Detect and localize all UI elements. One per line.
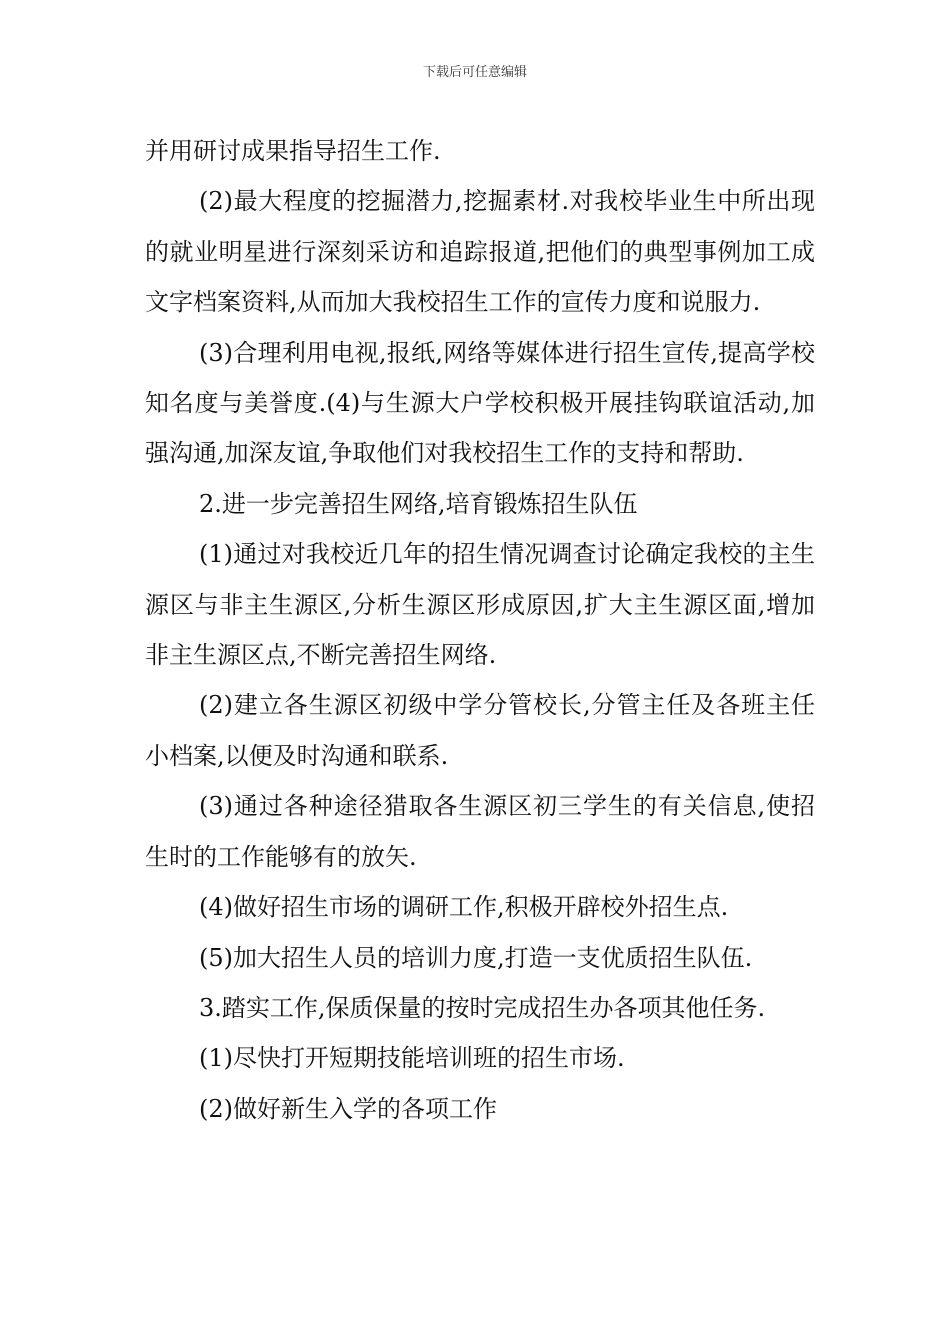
section-heading-2: 2.进一步完善招生网络,培育锻炼招生队伍 xyxy=(199,489,638,518)
paragraph-item-3b: (3)通过各种途径猎取各生源区初三学生的有关信息,使招生时的工作能够有的放矢. xyxy=(145,792,815,871)
paragraph-item-2c: (2)做好新生入学的各项工作 xyxy=(199,1094,497,1123)
paragraph-item-2: (2)最大程度的挖掘潜力,挖掘素材.对我校毕业生中所出现的就业明星进行深刻采访和追踪报道,把他们的典型事例加工成文字档案资料,从而加大我校招生工作的宣传力度和说服力. xyxy=(145,187,815,317)
paragraph-item-2b: (2)建立各生源区初级中学分管校长,分管主任及各班主任小档案,以便及时沟通和联系. xyxy=(145,691,815,770)
paragraph-item-1c: (1)尽快打开短期技能培训班的招生市场. xyxy=(199,1044,625,1073)
paragraph-item-5b: (5)加大招生人员的培训力度,打造一支优质招生队伍. xyxy=(199,943,753,972)
page-header: 下载后可任意编辑 xyxy=(422,65,527,80)
paragraph-item-4b: (4)做好招生市场的调研工作,积极开辟校外招生点. xyxy=(199,893,729,922)
paragraph-continuation: 并用研讨成果指导招生工作. xyxy=(145,137,441,165)
section-heading-3: 3.踏实工作,保质保量的按时完成招生办各项其他任务. xyxy=(199,993,766,1022)
document-body xyxy=(145,126,815,1134)
paragraph-item-1: (1)通过对我校近几年的招生情况调查讨论确定我校的主生源区与非主生源区,分析生源区形成原因,扩大主生源区面,增加非主生源区点,不断完善招生网络. xyxy=(145,540,815,670)
paragraph-item-3-4: (3)合理利用电视,报纸,网络等媒体进行招生宣传,提高学校知名度与美誉度.(4)与生源大户学校积极开展挂钩联谊活动,加强沟通,加深友谊,争取他们对我校招生工作的支持和帮助. xyxy=(145,338,815,468)
